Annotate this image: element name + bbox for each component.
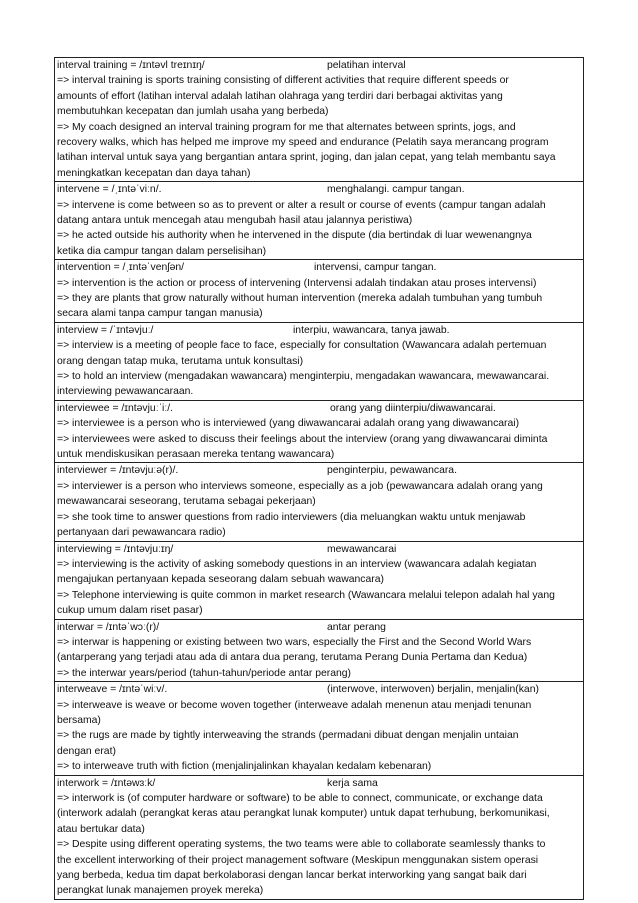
entry-line: atau bertukar data)	[57, 823, 145, 835]
entry-line: the excellent interworking of their project management software (Meskipun menggunakan sistem operasi	[57, 854, 539, 866]
entry-line: => to hold an interview (mengadakan wawancara) menginterpiu, mengadakan wawancara, mewawancarai.	[57, 371, 550, 383]
entry-line: => he acted outside his authority when he intervened in the dispute (dia bertindak di luar wewenangnya	[57, 230, 532, 242]
entry-interviewing	[54, 541, 584, 619]
entry-header	[57, 260, 582, 275]
entry-term: intervention = /ˌɪntəˈvenʃən/	[57, 262, 185, 274]
entry-header	[57, 463, 582, 478]
entry-gloss: pelatihan interval	[327, 60, 406, 71]
entry-interviewer	[54, 462, 584, 540]
entry-line: => interwork is (of computer hardware or software) to be able to connect, communicate, or exchange data	[57, 792, 543, 804]
entry-line: yang berbeda, kedua tim dapat berkolaborasi dengan lancar berkat interworking yang sangat baik dari	[57, 869, 527, 881]
entry-line: => interviewees were asked to discuss their feelings about the interview (orang yang diwawancarai diminta	[57, 433, 548, 445]
entry-interwork	[54, 775, 584, 900]
entry-header	[57, 401, 582, 416]
entry-line: => interwar is happening or existing between two wars, especially the First and the Second World Wars	[57, 636, 532, 648]
entry-line: => interviewing is the activity of asking somebody questions in an interview (wawancara adalah kegiatan	[57, 558, 537, 570]
entry-gloss: menghalangi. campur tangan.	[327, 184, 465, 196]
entry-header	[57, 182, 582, 197]
entry-line: => she took time to answer questions from radio interviewers (dia meluangkan waktu untuk menjawab	[57, 511, 526, 523]
entry-term: interwork = /ɪntəwɜːk/	[57, 777, 156, 789]
entry-interview	[54, 322, 584, 400]
glossary-table	[54, 57, 584, 900]
entry-term: interweave = /ɪntəˈwiːv/.	[57, 684, 168, 696]
entry-term: interviewee = /ɪntəvjuːˈiː/.	[57, 402, 174, 414]
entry-line: mewawancarai seseorang, terutama sebagai pekerjaan)	[57, 496, 316, 508]
entry-line: (antarperang yang terjadi atau ada di antara dua perang, terutama Perang Dunia Pertama dan Kedua)	[57, 652, 528, 664]
entry-line: datang antara untuk mencegah atau mengubah hasil atau jalannya peristiwa)	[57, 215, 413, 227]
entry-line: dengan erat)	[57, 745, 116, 757]
entry-line: => interweave is weave or become woven together (interweave adalah menenun atau menjadi tenunan	[57, 699, 532, 711]
entry-term: intervene = /ˌɪntəˈviːn/.	[57, 184, 162, 196]
entry-line: => they are plants that grow naturally without human intervention (mereka adalah tumbuhan yang tumbuh	[57, 293, 543, 305]
entry-line: => interview is a meeting of people face to face, especially for consultation (Wawancara adalah pertemuan	[57, 340, 547, 352]
entry-line: secara alami tanpa campur tangan manusia)	[57, 308, 263, 320]
entry-line: => My coach designed an interval training program for me that alternates between sprints, jogs, and	[57, 121, 516, 133]
entry-line: => to interweave truth with fiction (menjalinjalinkan khayalan kedalam kebenaran)	[57, 761, 432, 773]
entry-line: orang dengan tatap muka, terutama untuk konsultasi)	[57, 355, 304, 367]
entry-line: => Despite using different operating systems, the two teams were able to collaborate seamlessly thanks to	[57, 839, 546, 851]
entry-gloss: interpiu, wawancara, tanya jawab.	[293, 324, 450, 336]
entry-gloss: kerja sama	[327, 777, 378, 789]
entry-line: untuk mendiskusikan perasaan mereka tentang wawancara)	[57, 449, 335, 461]
entry-header	[57, 58, 582, 73]
entry-line: meningkatkan kecepatan dan daya tahan)	[57, 167, 251, 179]
entry-header	[57, 776, 582, 791]
entry-term: interviewing = /ɪntəvjuːɪŋ/	[57, 543, 174, 555]
entry-header	[57, 682, 582, 697]
entry-line: perangkat lunak manajemen proyek mereka)	[57, 885, 264, 897]
entry-gloss: penginterpiu, pewawancara.	[327, 465, 457, 477]
entry-intervention	[54, 259, 584, 322]
entry-gloss: intervensi, campur tangan.	[314, 262, 437, 274]
entry-line: => Telephone interviewing is quite common in market research (Wawancara melalui telepon adalah hal yang	[57, 589, 555, 601]
entry-gloss: (interwove, interwoven) berjalin, menjalin(kan)	[327, 684, 539, 696]
entry-line: => interval training is sports training consisting of different activities that require different speeds or	[57, 75, 509, 87]
entry-interval-training	[54, 57, 584, 181]
entry-line: recovery walks, which has helped me improve my speed and endurance (Pelatih saya merancang program	[57, 137, 549, 149]
entry-line: => interviewee is a person who is interviewed (yang diwawancarai adalah orang yang diwawancarai)	[57, 418, 520, 430]
entry-term: interval training = /ɪntəvl treɪnɪŋ/	[57, 60, 205, 71]
entry-header	[57, 620, 582, 635]
entry-line: mengajukan pertanyaan kepada seseorang dalam sebuah wawancara)	[57, 574, 384, 586]
entry-line: bersama)	[57, 714, 101, 726]
entry-line: ketika dia campur tangan dalam perselisihan)	[57, 245, 267, 257]
entry-line: amounts of effort (latihan interval adalah latihan olahraga yang terdiri dari berbagai aktivitas yang	[57, 90, 503, 102]
entry-line: => the rugs are made by tightly interweaving the strands (permadani dibuat dengan menjalin untaian	[57, 730, 519, 742]
entry-intervene	[54, 181, 584, 259]
entry-term: interview = /ˈɪntəvjuː/	[57, 324, 154, 336]
entry-line: => interviewer is a person who interviews someone, especially as a job (pewawancara adalah orang yang	[57, 480, 543, 492]
entry-line: membutuhkan kecepatan dan jumlah usaha yang berbeda)	[57, 106, 329, 118]
entry-line: interviewing pewawancaraan.	[57, 386, 194, 398]
entry-gloss: antar perang	[327, 621, 386, 633]
entry-gloss: mewawancarai	[327, 543, 397, 555]
entry-interweave	[54, 681, 584, 774]
entry-line: cukup umum dalam riset pasar)	[57, 605, 203, 617]
entry-interviewee	[54, 400, 584, 463]
entry-line: => the interwar years/period (tahun-tahun/periode antar perang)	[57, 667, 352, 679]
entry-line: latihan interval untuk saya yang bergantian antara sprint, joging, dan jalan cepat, yang telah membantu saya	[57, 152, 556, 164]
entry-line: => intervention is the action or process of intervening (Intervensi adalah tindakan atau proses intervensi)	[57, 277, 537, 289]
entry-interwar	[54, 619, 584, 682]
entry-gloss: orang yang diinterpiu/diwawancarai.	[330, 402, 496, 414]
entry-header	[57, 542, 582, 557]
entry-term: interviewer = /ɪntəvjuːə(r)/.	[57, 465, 179, 477]
entry-term: interwar = /ɪntəˈwɔː(r)/	[57, 621, 160, 633]
entry-line: pertanyaan dari pewawancara radio)	[57, 527, 226, 539]
entry-header	[57, 323, 582, 338]
entry-line: => intervene is come between so as to prevent or alter a result or course of events (campur tangan adalah	[57, 199, 546, 211]
entry-line: (interwork adalah (perangkat keras atau perangkat lunak komputer) untuk dapat terhubung, berkomunikasi,	[57, 808, 550, 820]
